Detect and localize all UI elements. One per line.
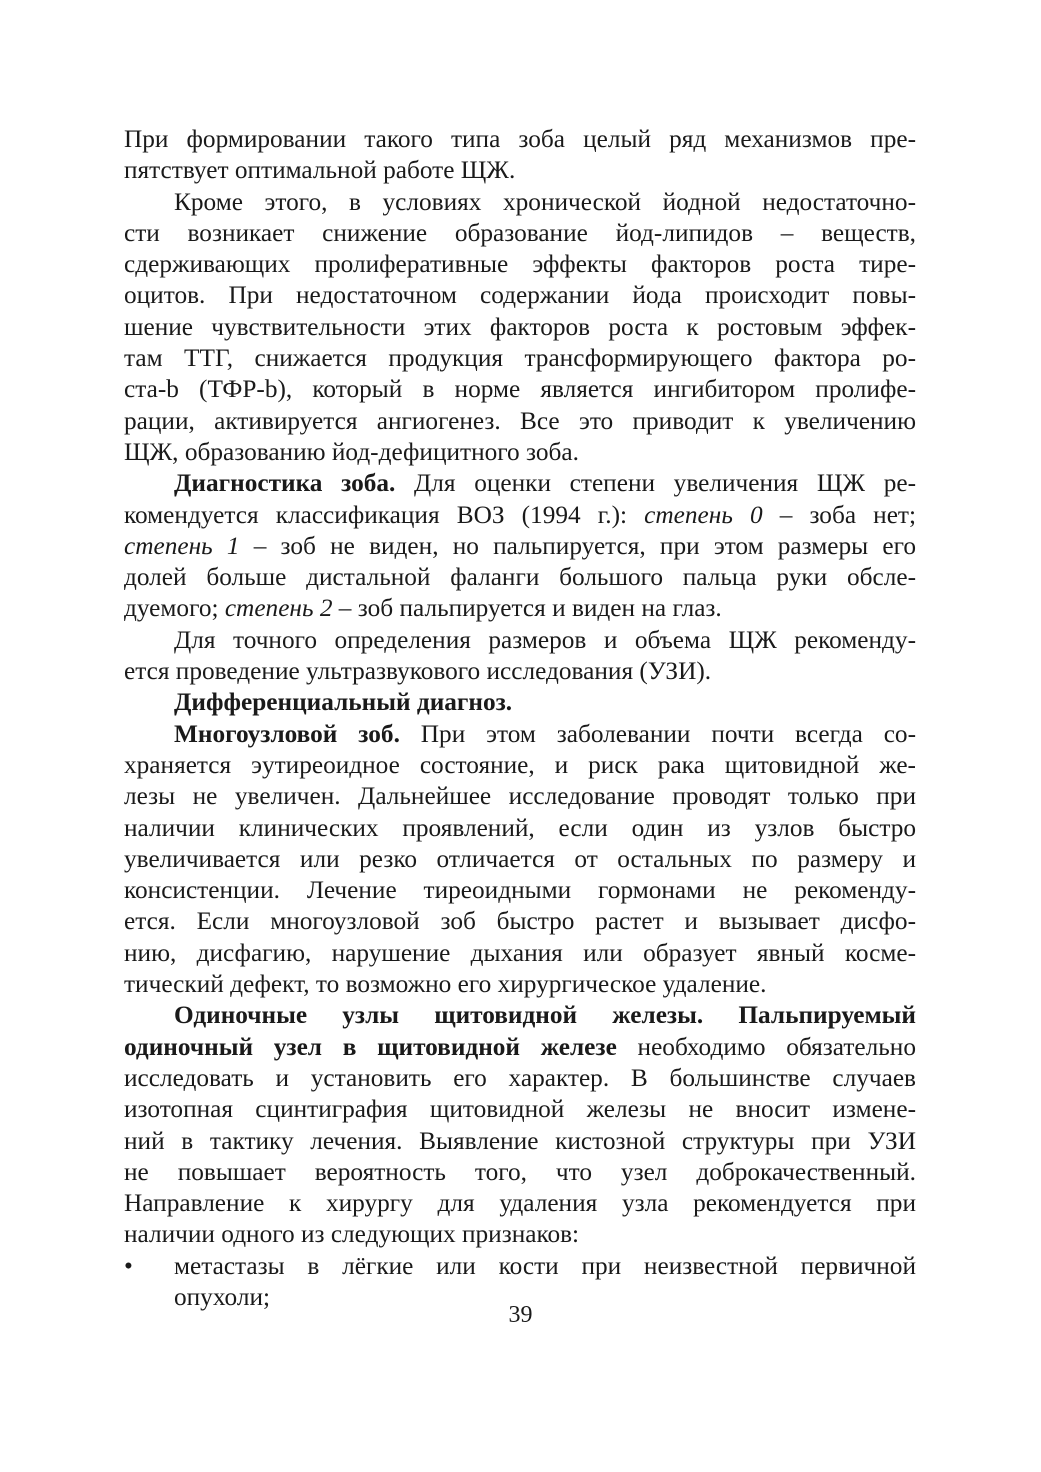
text-line: ЩЖ, образованию йод-дефицитного зоба. bbox=[124, 437, 579, 466]
text-span: дуемого; bbox=[124, 594, 225, 623]
section-heading bbox=[124, 687, 916, 718]
inline-heading: Диагностика зоба. bbox=[174, 469, 396, 498]
paragraph bbox=[124, 187, 916, 469]
italic-term: степень 2 bbox=[224, 594, 333, 623]
text-line: сти возникает снижение образование йод-липидов – веществ, bbox=[124, 218, 916, 247]
paragraph bbox=[124, 124, 916, 187]
text-span: необходимо обязательно bbox=[616, 1032, 916, 1061]
text-line: долей больше дистальной фаланги большого пальца руки обсле- bbox=[124, 563, 916, 592]
text-line: При формировании такого типа зоба целый ряд механизмов пре- bbox=[124, 125, 916, 153]
text-line: метастазы в лёгкие или кости при неизвестной первичной bbox=[174, 1251, 916, 1280]
text-span: комендуется классификация ВОЗ (1994 г.): bbox=[124, 500, 645, 529]
text-line: храняется эутиреоидное состояние, и риск рака щитовидной же- bbox=[124, 750, 916, 779]
text-line: увеличивается или резко отличается от остальных по размеру и bbox=[124, 844, 916, 873]
text-line: Для точного определения размеров и объема ЩЖ рекоменду- bbox=[174, 625, 916, 654]
text-line bbox=[124, 500, 916, 531]
bold-span: одиночный узел в щитовидной железе bbox=[124, 1032, 617, 1061]
text-line: нию, дисфагию, нарушение дыхания или образует явный космe- bbox=[124, 938, 916, 967]
text-span: Для оценки степени увеличения ЩЖ ре- bbox=[395, 469, 916, 498]
text-span: – зоб не виден, но пальпируется, при этом размеры его bbox=[239, 531, 916, 560]
bullet-mark: • bbox=[124, 1251, 133, 1280]
text-line: ется. Если многоузловой зоб быстро растет и вызывает дисфо- bbox=[124, 907, 916, 936]
text-line: тический дефект, то возможно его хирургическое удаление. bbox=[124, 970, 767, 999]
text-span: – зоба нет; bbox=[762, 500, 916, 529]
text-line bbox=[124, 1032, 916, 1063]
text-line: Кроме этого, в условиях хронической йодной недостаточно- bbox=[174, 187, 916, 216]
text-line: ется проведение ультразвукового исследования (УЗИ). bbox=[124, 657, 712, 686]
text-line: наличии клинических проявлений, если один из узлов быстро bbox=[124, 813, 916, 842]
italic-term: степень 1 bbox=[124, 531, 240, 560]
text-span: – зоб пальпируется и виден на глаз. bbox=[332, 594, 722, 623]
text-line bbox=[124, 593, 916, 624]
paragraph-multinodular bbox=[124, 719, 916, 1001]
text-line: лезы не увеличен. Дальнейшее исследование проводят только при bbox=[124, 782, 916, 811]
page-body bbox=[124, 124, 916, 1313]
text-line: консистенции. Лечение тиреоидными гормонами не рекоменду- bbox=[124, 876, 916, 905]
text-line: сдерживающих пролиферативные эффекты факторов роста тире- bbox=[124, 250, 916, 279]
text-line: не повышает вероятность того, что узел доброкачественный. bbox=[124, 1157, 916, 1186]
text-line: там ТТГ, снижается продукция трансформирующего фактора ро- bbox=[124, 344, 916, 373]
text-line: ний в тактику лечения. Выявление кистозной структуры при УЗИ bbox=[124, 1126, 916, 1155]
paragraph-diagnostics bbox=[124, 468, 916, 624]
text-line: изотопная сцинтиграфия щитовидной железы не вносит измене- bbox=[124, 1095, 916, 1124]
page-number: 39 bbox=[508, 1302, 533, 1328]
inline-heading: Одиночные узлы щитовидной железы. Пальпируемый bbox=[174, 1001, 916, 1030]
paragraph-solitary-nodules bbox=[124, 1000, 916, 1250]
italic-term: степень 0 bbox=[644, 500, 763, 529]
text-line: опухоли; bbox=[174, 1282, 271, 1311]
text-line: шение чувствительности этих факторов роста к ростовым эффек- bbox=[124, 312, 916, 341]
text-span: При этом заболевании почти всегда со- bbox=[399, 719, 917, 748]
text-line: наличии одного из следующих признаков: bbox=[124, 1220, 580, 1249]
text-line bbox=[124, 468, 916, 499]
paragraph bbox=[124, 625, 916, 688]
text-line: ста-b (ТФР-b), который в норме является ингибитором пролифе- bbox=[124, 375, 916, 404]
text-line: оцитов. При недостаточном содержании йода происходит повы- bbox=[124, 281, 916, 310]
text-line: Направление к хирургу для удаления узла рекомендуется при bbox=[124, 1189, 916, 1218]
heading-text: Дифференциальный диагноз. bbox=[174, 688, 513, 717]
text-line: исследовать и установить его характер. В большинстве случаев bbox=[124, 1063, 916, 1092]
text-line: пятствует оптимальной работе ЩЖ. bbox=[124, 156, 516, 185]
text-line bbox=[124, 531, 916, 562]
text-line: рации, активируется ангиогенез. Все это приводит к увеличению bbox=[124, 406, 916, 435]
inline-heading: Многоузловой зоб. bbox=[174, 719, 400, 748]
text-line bbox=[124, 719, 916, 750]
